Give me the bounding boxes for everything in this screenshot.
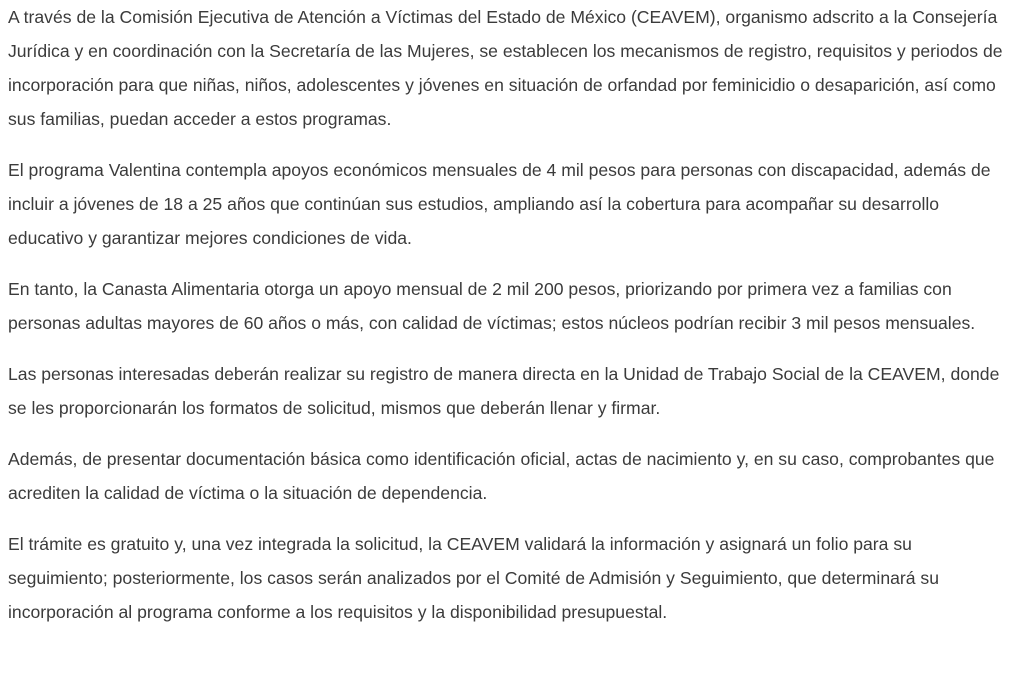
article-paragraph: En tanto, la Canasta Alimentaria otorga un apoyo mensual de 2 mil 200 pesos, priorizando por primera vez a familias con personas adultas mayores de 60 años o más, con calidad de víctimas; estos núcleos podrían recibir 3 mil pesos mensuales.: [8, 279, 976, 333]
article-paragraph: El programa Valentina contempla apoyos económicos mensuales de 4 mil pesos para personas con discapacidad, además de incluir a jóvenes de 18 a 25 años que continúan sus estudios, ampliando así la cobertura para acompañar su desarrollo educativo y garantizar mejores condiciones de vida.: [8, 160, 991, 248]
article-paragraph: Las personas interesadas deberán realizar su registro de manera directa en la Unidad de Trabajo Social de la CEAVEM, donde se les proporcionarán los formatos de solicitud, mismos que deberán llenar y firmar.: [8, 364, 1000, 418]
article-paragraph: El trámite es gratuito y, una vez integrada la solicitud, la CEAVEM validará la información y asignará un folio para su seguimiento; posteriormente, los casos serán analizados por el Comité de Admisión y Seguimiento, que determinará su incorporación al programa conforme a los requisitos y la disponibilidad presupuestal.: [8, 534, 940, 622]
article-paragraph: Además, de presentar documentación básica como identificación oficial, actas de nacimiento y, en su caso, comprobantes que acrediten la calidad de víctima o la situación de dependencia.: [8, 449, 995, 503]
article-paragraph: A través de la Comisión Ejecutiva de Atención a Víctimas del Estado de México (CEAVEM), organismo adscrito a la Consejería Jurídica y en coordinación con la Secretaría de las Mujeres, se establecen los mecanismos de registro, requisitos y periodos de incorporación para que niñas, niños, adolescentes y jóvenes en situación de orfandad por feminicidio o desaparición, así como sus familias, puedan acceder a estos programas.: [8, 7, 1003, 129]
